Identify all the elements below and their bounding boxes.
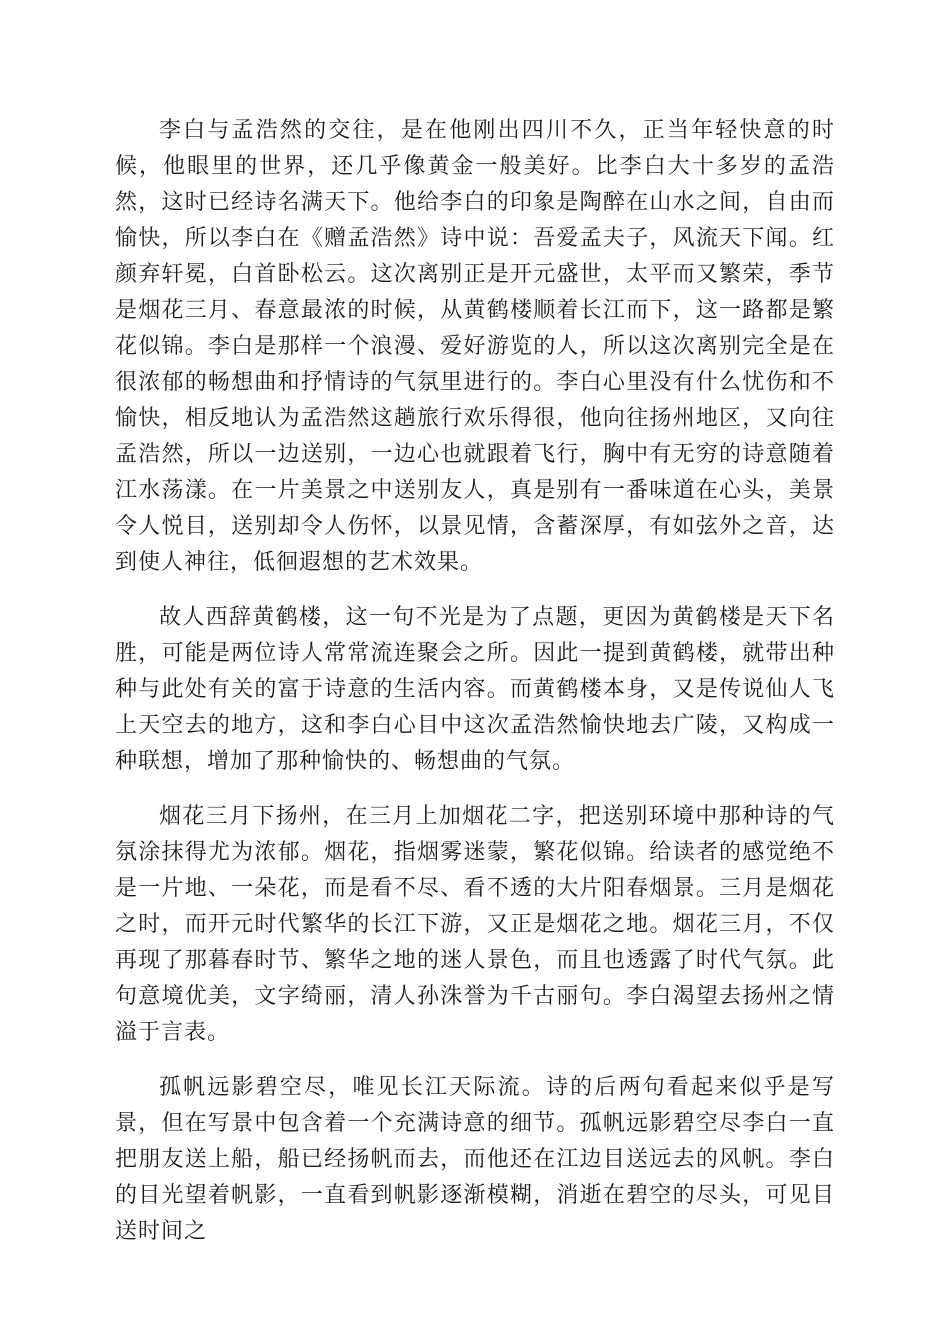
- paragraph-4: 孤帆远影碧空尽，唯见长江天际流。诗的后两句看起来似乎是写景，但在写景中包含着一个充满诗意的细节。孤帆远影碧空尽李白一直把朋友送上船，船已经扬帆而去，而他还在江边目送远去的风帆。李白的目光望着帆影，一直看到帆影逐渐模糊，消逝在碧空的尽头，可见目送时间之: [115, 1075, 835, 1244]
- paragraph-3: 烟花三月下扬州，在三月上加烟花二字，把送别环境中那种诗的气氛涂抹得尤为浓郁。烟花，指烟雾迷蒙，繁花似锦。给读者的感觉绝不是一片地、一朵花，而是看不尽、看不透的大片阳春烟景。三月是烟花之时，而开元时代繁华的长江下游，又正是烟花之地。烟花三月，不仅再现了那暮春时节、繁华之地的迷人景色，而且也透露了时代气氛。此句意境优美，文字绮丽，清人孙洙誉为千古丽句。李白渴望去扬州之情溢于言表。: [115, 804, 835, 1045]
- paragraph-2: 故人西辞黄鹤楼，这一句不光是为了点题，更因为黄鹤楼是天下名胜，可能是两位诗人常常流连聚会之所。因此一提到黄鹤楼，就带出种种与此处有关的富于诗意的生活内容。而黄鹤楼本身，又是传说仙人飞上天空去的地方，这和李白心目中这次孟浩然愉快地去广陵，又构成一种联想，增加了那种愉快的、畅想曲的气氛。: [115, 605, 835, 774]
- document-page: [115, 113, 835, 1269]
- paragraph-1: 李白与孟浩然的交往，是在他刚出四川不久，正当年轻快意的时候，他眼里的世界，还几乎像黄金一般美好。比李白大十多岁的孟浩然，这时已经诗名满天下。他给李白的印象是陶醉在山水之间，自由而愉快，所以李白在《赠孟浩然》诗中说：吾爱孟夫子，风流天下闻。红颜弃轩冕，白首卧松云。这次离别正是开元盛世，太平而又繁荣，季节是烟花三月、春意最浓的时候，从黄鹤楼顺着长江而下，这一路都是繁花似锦。李白是那样一个浪漫、爱好游览的人，所以这次离别完全是在很浓郁的畅想曲和抒情诗的气氛里进行的。李白心里没有什么忧伤和不愉快，相反地认为孟浩然这趟旅行欢乐得很，他向往扬州地区，又向往孟浩然，所以一边送别，一边心也就跟着飞行，胸中有无穷的诗意随着江水荡漾。在一片美景之中送别友人，真是别有一番味道在心头，美景令人悦目，送别却令人伤怀，以景见情，含蓄深厚，有如弦外之音，达到使人神往，低徊遐想的艺术效果。: [115, 118, 835, 575]
